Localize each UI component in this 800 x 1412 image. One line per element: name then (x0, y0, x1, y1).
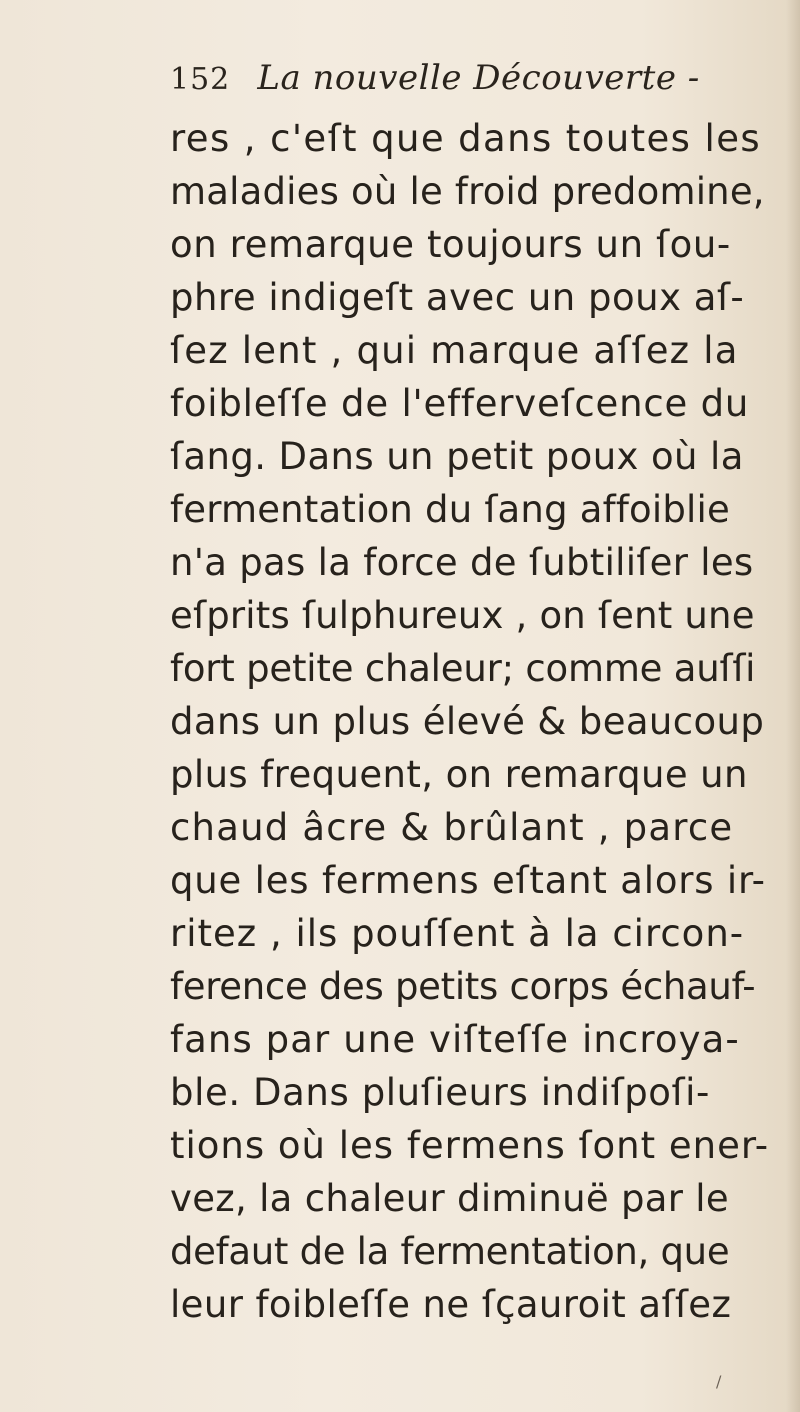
running-head (170, 58, 700, 108)
text-line: plus frequent, on remarque un (170, 753, 748, 796)
running-title: La nouvelle Découverte - (257, 58, 700, 98)
text-line: ference des petits corps échauf- (170, 965, 756, 1008)
text-line: tions où les fermens ſont ener- (170, 1124, 770, 1167)
text-line: fans par une viſteſſe incroya- (170, 1018, 740, 1061)
text-line: ble. Dans pluſieurs indiſpoſi- (170, 1071, 710, 1114)
text-line: defaut de la fermentation, que (170, 1230, 730, 1273)
text-line: leur foibleſſe ne ſçauroit aſſez (170, 1283, 732, 1326)
text-line: on remarque toujours un ſou- (170, 223, 731, 266)
text-line: ſez lent , qui marque aſſez la (170, 329, 739, 372)
page-number: 152 (170, 62, 231, 97)
text-line: fermentation du ſang affoiblie (170, 488, 730, 531)
text-line: fort petite chaleur; comme auſſi (170, 647, 756, 690)
text-line: maladies où le froid predomine, (170, 170, 765, 213)
text-line: vez, la chaleur diminuë par le (170, 1177, 729, 1220)
text-line: res , c'eſt que dans toutes les (170, 117, 762, 160)
page-edge-shadow (786, 0, 800, 1412)
text-line: ritez , ils pouſſent à la circon- (170, 912, 745, 955)
footer-mark: / (716, 1372, 722, 1391)
text-line: ſang. Dans un petit poux où la (170, 435, 744, 478)
text-line: chaud âcre & brûlant , parce (170, 806, 734, 849)
body-text (170, 112, 770, 1331)
text-line: que les fermens eſtant alors ir- (170, 859, 766, 902)
text-line: foibleſſe de l'efferveſcence du (170, 382, 750, 425)
text-line: n'a pas la force de ſubtiliſer les (170, 541, 754, 584)
text-line: dans un plus élevé & beaucoup (170, 700, 765, 743)
text-line: phre indigeſt avec un poux aſ- (170, 276, 745, 319)
text-line: eſprits ſulphureux , on ſent une (170, 594, 755, 637)
